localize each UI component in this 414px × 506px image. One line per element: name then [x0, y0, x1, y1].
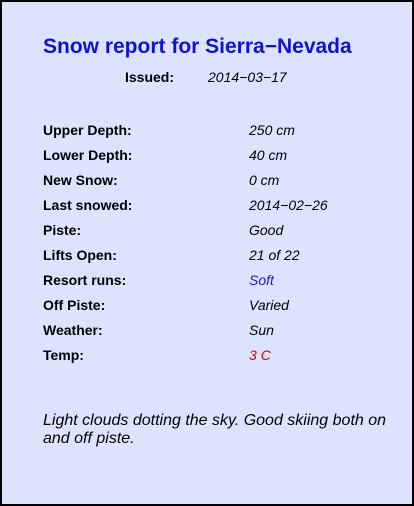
row-label: Piste:	[43, 222, 82, 238]
row-off-piste	[43, 297, 383, 322]
row-resort-runs	[43, 272, 383, 297]
row-value: Good	[249, 222, 284, 238]
row-value: Soft	[249, 272, 274, 288]
report-summary: Light clouds dotting the sky. Good skiing both on and off piste.	[43, 412, 387, 447]
conditions-list	[43, 122, 383, 372]
row-weather	[43, 322, 383, 347]
row-value: 2014−02−26	[249, 197, 328, 213]
row-label: Resort runs:	[43, 272, 127, 288]
issued-date: 2014−03−17	[208, 69, 287, 85]
row-label: Lifts Open:	[43, 247, 117, 263]
row-label: Temp:	[43, 347, 84, 363]
issued-label: Issued:	[125, 69, 175, 85]
row-value: 40 cm	[249, 147, 288, 163]
row-label: Weather:	[43, 322, 103, 338]
row-value: 3 C	[249, 347, 271, 363]
row-upper-depth	[43, 122, 383, 147]
row-label: Last snowed:	[43, 197, 133, 213]
row-value: 250 cm	[249, 122, 295, 138]
row-label: Lower Depth:	[43, 147, 133, 163]
report-title: Snow report for Sierra−Nevada	[43, 35, 352, 58]
row-new-snow	[43, 172, 383, 197]
row-label: Off Piste:	[43, 297, 106, 313]
row-label: Upper Depth:	[43, 122, 132, 138]
row-value: 21 of 22	[249, 247, 300, 263]
row-value: 0 cm	[249, 172, 280, 188]
row-label: New Snow:	[43, 172, 118, 188]
row-piste	[43, 222, 383, 247]
row-lower-depth	[43, 147, 383, 172]
row-temp	[43, 347, 383, 372]
row-lifts-open	[43, 247, 383, 272]
row-value: Sun	[249, 322, 274, 338]
row-value: Varied	[249, 297, 289, 313]
row-last-snowed	[43, 197, 383, 222]
